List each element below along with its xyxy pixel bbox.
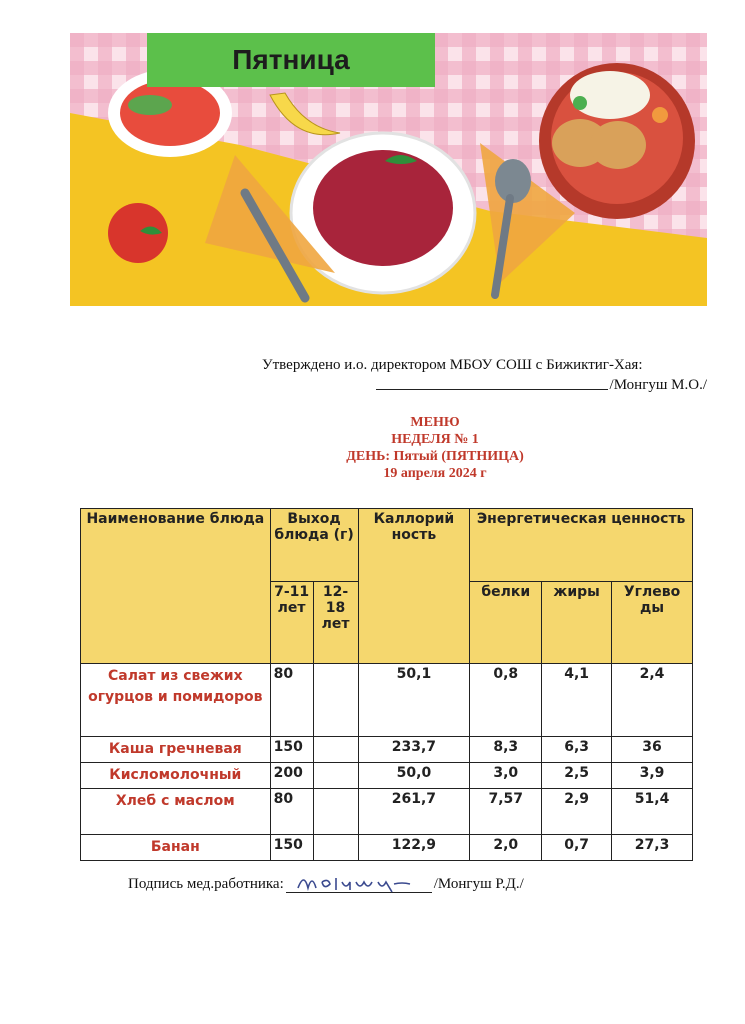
table-row xyxy=(81,664,693,737)
menu-title: МЕНЮ xyxy=(410,415,460,430)
handwritten-signature xyxy=(286,876,432,893)
proteins-value: 0,8 xyxy=(470,664,542,737)
calories-value: 233,7 xyxy=(358,737,470,763)
header-proteins: белки xyxy=(470,582,542,664)
signature-line xyxy=(376,375,608,390)
menu-date: 19 апреля 2024 г xyxy=(383,466,487,481)
approval-signature-row xyxy=(262,375,707,395)
dish-name: Каша гречневая xyxy=(81,737,271,763)
carbs-value: 3,9 xyxy=(612,763,693,789)
header-dish: Наименование блюда xyxy=(81,509,271,664)
carbs-value: 27,3 xyxy=(612,835,693,861)
header-energy: Энергетическая ценность xyxy=(470,509,693,582)
approval-line: Утверждено и.о. директором МБОУ СОШ с Бижиктиг-Хая: xyxy=(262,357,643,373)
proteins-value: 7,57 xyxy=(470,789,542,835)
header-age-7-11: 7-11 лет xyxy=(270,582,313,664)
yield-7-11: 150 xyxy=(270,835,313,861)
yield-12-18 xyxy=(313,763,358,789)
yield-7-11: 80 xyxy=(270,789,313,835)
menu-week: НЕДЕЛЯ № 1 xyxy=(391,432,479,447)
yield-7-11: 200 xyxy=(270,763,313,789)
dish-name: Кисломолочный xyxy=(81,763,271,789)
approval-block xyxy=(262,355,707,395)
dish-name: Банан xyxy=(81,835,271,861)
yield-7-11: 80 xyxy=(270,664,313,737)
calories-value: 50,1 xyxy=(358,664,470,737)
header-carbs: Углево ды xyxy=(612,582,693,664)
approval-signer: /Монгуш М.О./ xyxy=(609,377,707,393)
dish-name: Хлеб с маслом xyxy=(81,789,271,835)
fats-value: 4,1 xyxy=(542,664,612,737)
dish-name: Салат из свежих огурцов и помидоров xyxy=(81,664,271,737)
table-row xyxy=(81,763,693,789)
signature-scribble xyxy=(294,868,414,896)
medical-signer: /Монгуш Р.Д./ xyxy=(433,876,524,892)
header-age-12-18: 12-18 лет xyxy=(313,582,358,664)
header-fats: жиры xyxy=(542,582,612,664)
day-title: Пятница xyxy=(147,33,435,87)
carbs-value: 51,4 xyxy=(612,789,693,835)
header-yield: Выход блюда (г) xyxy=(270,509,358,582)
medical-signature-block xyxy=(128,876,524,893)
table-row xyxy=(81,737,693,763)
yield-7-11: 150 xyxy=(270,737,313,763)
proteins-value: 3,0 xyxy=(470,763,542,789)
calories-value: 122,9 xyxy=(358,835,470,861)
proteins-value: 2,0 xyxy=(470,835,542,861)
yield-12-18 xyxy=(313,835,358,861)
medical-signature-label: Подпись мед.работника: xyxy=(128,876,284,892)
fats-value: 6,3 xyxy=(542,737,612,763)
yield-12-18 xyxy=(313,737,358,763)
table-row xyxy=(81,835,693,861)
menu-day: ДЕНЬ: Пятый (ПЯТНИЦА) xyxy=(346,449,524,464)
header-calories: Каллорий ность xyxy=(358,509,470,664)
carbs-value: 36 xyxy=(612,737,693,763)
calories-value: 261,7 xyxy=(358,789,470,835)
carbs-value: 2,4 xyxy=(612,664,693,737)
menu-table xyxy=(80,508,693,861)
table-row xyxy=(81,789,693,835)
calories-value: 50,0 xyxy=(358,763,470,789)
proteins-value: 8,3 xyxy=(470,737,542,763)
fats-value: 2,5 xyxy=(542,763,612,789)
menu-heading xyxy=(0,414,745,482)
fats-value: 2,9 xyxy=(542,789,612,835)
yield-12-18 xyxy=(313,664,358,737)
fats-value: 0,7 xyxy=(542,835,612,861)
yield-12-18 xyxy=(313,789,358,835)
